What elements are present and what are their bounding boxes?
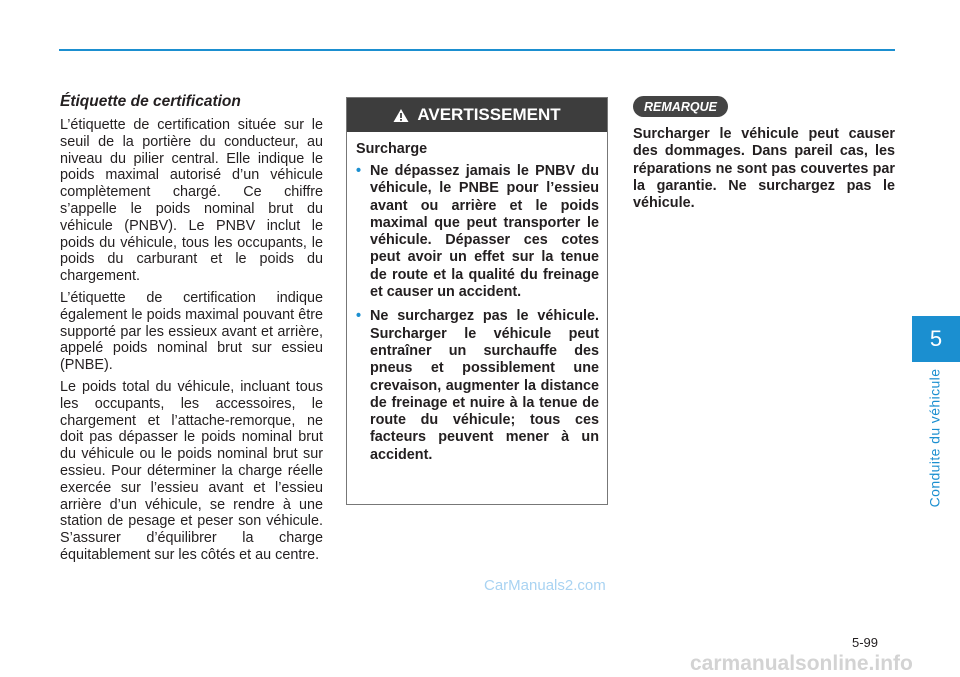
bullet-icon: • xyxy=(356,308,362,325)
paragraph: L’étiquette de certification indique également le poids maximal pouvant être supporté par les essieux avant et arrière, appelé poids nominal brut sur essieu (PNBE). xyxy=(60,289,323,374)
chapter-tab[interactable]: 5 xyxy=(912,316,960,362)
warning-item xyxy=(356,163,599,301)
warning-body xyxy=(347,132,607,464)
watermark-top: CarManuals2.com xyxy=(484,577,606,594)
warning-box xyxy=(346,97,608,505)
chapter-title xyxy=(908,368,960,508)
warning-header xyxy=(347,98,607,132)
page-number: 5-99 xyxy=(852,635,879,650)
section-title: Étiquette de certification xyxy=(60,93,241,110)
warning-subtitle: Surcharge xyxy=(356,141,428,157)
remark-badge: REMARQUE xyxy=(633,96,728,117)
paragraph: Le poids total du véhicule, incluant tous les occupants, les accessoires, le chargement et l’attache-remorque, ne doit pas dépasser le poids nominal brut du véhicule ou le poids nominal brut sur essieu. Pour déterminer la charge réelle exercée sur l’essieu avant et l’essieu arrière d’un véhicule, se rendre à une station de pesage et peser son véhicule. S’assurer d’équilibrer la charge équitablement sur les côtés et au centre. xyxy=(60,378,323,563)
warning-item-text: Ne dépassez jamais le PNBV du véhicule, le PNBE pour l’essieu avant ou arrière et le poids maximal que peut transporter le véhicule. Dépasser ces cotes peut avoir un effet sur la tenue de route et la qualité du freinage et causer un accident. xyxy=(370,163,599,301)
paragraph: L’étiquette de certification située sur le seuil de la portière du conducteur, au niveau du pilier central. Elle indique le poids maximal autorisé d’un véhicule complètement chargé. Ce chiffre s’appelle le poids nominal brut du véhicule (PNBV). Le PNBV inclut le poids du véhicule, tous les occupants, le poids du carburant et le poids du chargement. xyxy=(60,117,323,285)
warning-item-text: Ne surchargez pas le véhicule. Surcharger le véhicule peut entraîner un surchauffe des pneus et possiblement une crevaison, augmenter la distance de freinage et nuire à la tenue de route du véhicule; tous ces facteurs peuvent mener à un accident. xyxy=(370,308,599,463)
remark-text: Surcharger le véhicule peut causer des dommages. Dans pareil cas, les réparations ne sont pas couvertes par la garantie. Ne surchargez pas le véhicule. xyxy=(633,126,895,212)
chapter-title-text: Conduite du véhicule xyxy=(926,368,943,508)
warning-triangle-icon xyxy=(393,108,409,123)
top-rule xyxy=(59,49,895,51)
warning-title: AVERTISSEMENT xyxy=(417,105,561,124)
watermark-bottom: carmanualsonline.info xyxy=(690,652,913,675)
warning-item xyxy=(356,308,599,464)
main-column xyxy=(60,93,323,569)
bullet-icon: • xyxy=(356,163,362,179)
